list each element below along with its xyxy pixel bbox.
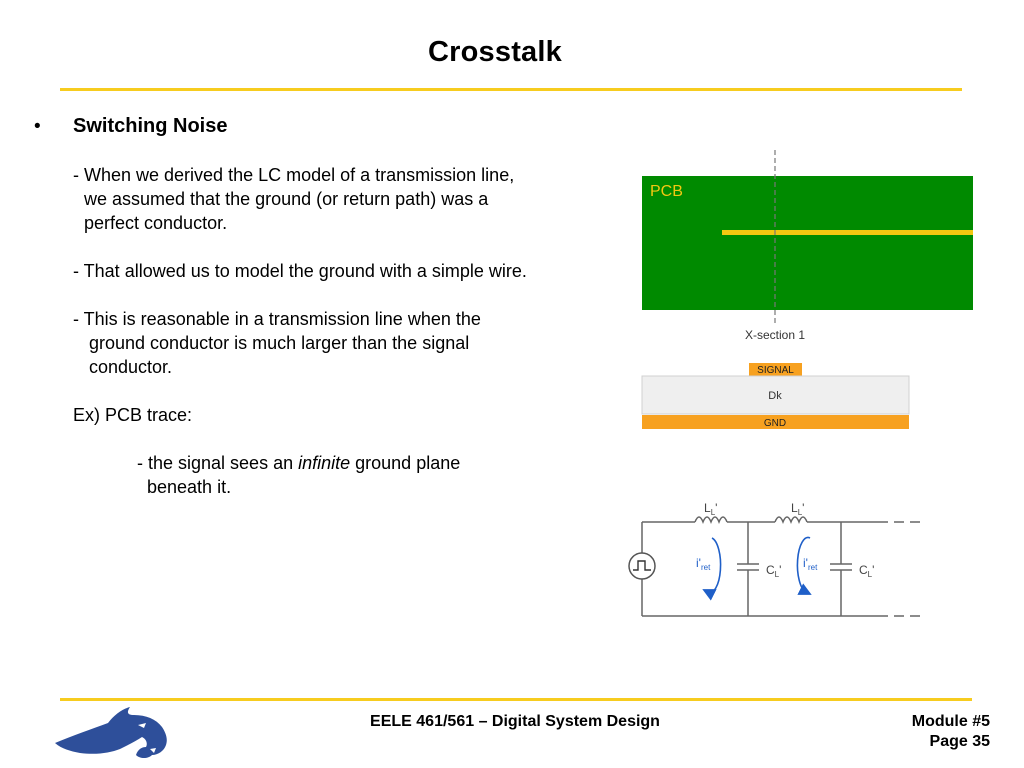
capacitor-1 [737, 564, 759, 570]
paragraph-lc-model [73, 163, 514, 235]
footer-divider [60, 698, 972, 701]
capacitor-2 [830, 564, 852, 570]
text-line: - When we derived the LC model of a transmission line, [73, 165, 515, 185]
pcb-figure [620, 140, 1000, 630]
return-current-label-1: $i'_{ret}$ [696, 556, 711, 572]
text-fragment: ground plane [350, 453, 461, 473]
module-page [880, 712, 990, 752]
text-line: we assumed that the ground (or return path) was a [84, 189, 489, 209]
example-detail [137, 451, 460, 499]
text-line: perfect conductor. [84, 213, 228, 233]
return-current-label-2: $i'_{ret}$ [803, 556, 818, 572]
inductor-label-2: $L_L'$ [791, 501, 805, 517]
gnd-label: GND [763, 418, 787, 429]
dk-label: Dk [768, 390, 782, 402]
pulse-source-icon [629, 553, 655, 579]
module-number: Module #5 [911, 713, 990, 730]
bullet-marker: • [34, 116, 41, 137]
text-line [137, 451, 460, 475]
inductor-label-1: $L_L'$ [704, 501, 718, 517]
inductor-1 [695, 517, 727, 522]
inductor-2 [775, 517, 807, 522]
pcb-trace [722, 230, 973, 235]
text-line: conductor. [89, 357, 173, 377]
pcb-board [642, 176, 973, 310]
bobcat-logo-icon [52, 703, 170, 761]
pcb-label: PCB [650, 183, 683, 200]
emphasis-infinite: infinite [298, 453, 351, 473]
capacitor-label-1: $C_L'$ [766, 563, 782, 579]
text-line: beneath it. [147, 477, 232, 497]
paragraph-reasonable [73, 307, 481, 379]
title-divider [60, 88, 962, 91]
text-line: - This is reasonable in a transmission line when the [73, 309, 481, 329]
paragraph-simple-wire: - That allowed us to model the ground with a simple wire. [73, 261, 527, 281]
capacitor-label-2: $C_L'$ [859, 563, 875, 579]
text-fragment: - the signal sees an [137, 453, 299, 473]
section-heading: Switching Noise [73, 115, 228, 137]
xsection-label: X-section 1 [744, 328, 806, 342]
example-label: Ex) PCB trace: [73, 405, 193, 425]
signal-label: SIGNAL [757, 365, 794, 376]
text-line: ground conductor is much larger than the signal [89, 333, 470, 353]
course-title: EELE 461/561 – Digital System Design [370, 713, 660, 730]
page-number: Page 35 [929, 733, 990, 750]
slide-title: Crosstalk [428, 36, 562, 68]
